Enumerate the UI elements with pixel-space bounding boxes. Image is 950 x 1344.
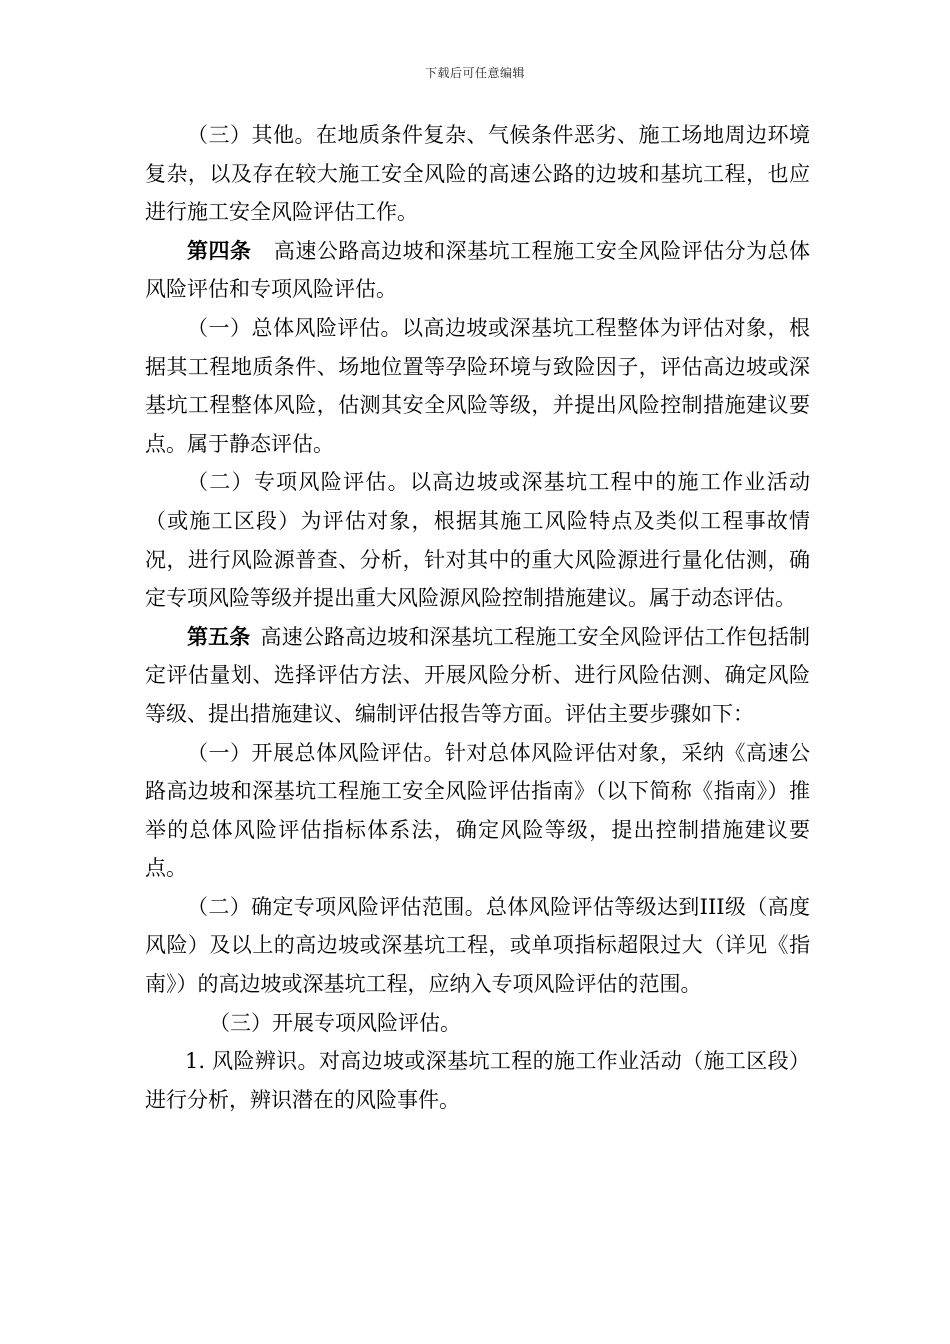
paragraph-risk-identification [145,1042,810,1119]
paragraph-text: （二）专项风险评估。以高边坡或深基坑工程中的施工作业活动（或施工区段）为评估对象，根据其施工风险特点及类似工程事故情况，进行风险源普查、分析，针对其中的重大风险源进行量化估测，确定专项风险等级并提出重大风险源风险控制措施建议。属于动态评估。 [145,470,810,611]
paragraph-overall-risk [145,309,810,463]
page-header: 下载后可任意编辑 [424,66,525,80]
paragraph-text: （二）确定专项风险评估范围。总体风险评估等级达到III级（高度风险）及以上的高边坡或深基坑工程，或单项指标超限过大（详见《指南》）的高边坡或深基坑工程，应纳入专项风险评估的范围。 [145,894,810,997]
paragraph-text: （三）其他。在地质条件复杂、气候条件恶劣、施工场地周边环境复杂，以及存在较大施工安全风险的高速公路的边坡和基坑工程，也应进行施工安全风险评估工作。 [145,123,810,225]
article-4 [145,232,810,309]
paragraph-step-2 [145,888,810,1004]
document-body [145,116,810,1119]
paragraph-text: （三）开展专项风险评估。 [209,1010,461,1035]
paragraph-special-risk [145,463,810,617]
paragraph-text: 1. 风险辨识。对高边坡或深基坑工程的施工作业活动（施工区段）进行分析，辨识潜在的风险事件。 [145,1049,810,1112]
article-5 [145,618,810,734]
article-5-text: 高速公路高边坡和深基坑工程施工安全风险评估工作包括制定评估量划、选择评估方法、开展风险分析、进行风险估测、确定风险等级、提出措施建议、编制评估报告等方面。评估主要步骤如下： [145,624,811,726]
paragraph-others [145,116,810,232]
article-5-heading: 第五条 [187,623,251,649]
paragraph-step-1 [145,734,810,888]
article-4-text: 高速公路高边坡和深基坑工程施工安全风险评估分为总体风险评估和专项风险评估。 [145,238,811,302]
paragraph-text: （一）总体风险评估。以高边坡或深基坑工程整体为评估对象，根据其工程地质条件、场地位置等孕险环境与致险因子，评估高边坡或深基坑工程整体风险，估测其安全风险等级，并提出风险控制措施建议要点。属于静态评估。 [145,315,810,456]
paragraph-step-3 [145,1004,810,1043]
article-4-heading: 第四条 [187,237,252,263]
paragraph-text: （一）开展总体风险评估。针对总体风险评估对象，采纳《高速公路高边坡和深基坑工程施工安全风险评估指南》（以下简称《指南》）推举的总体风险评估指标体系法，确定风险等级，提出控制措施建议要点。 [145,740,810,881]
